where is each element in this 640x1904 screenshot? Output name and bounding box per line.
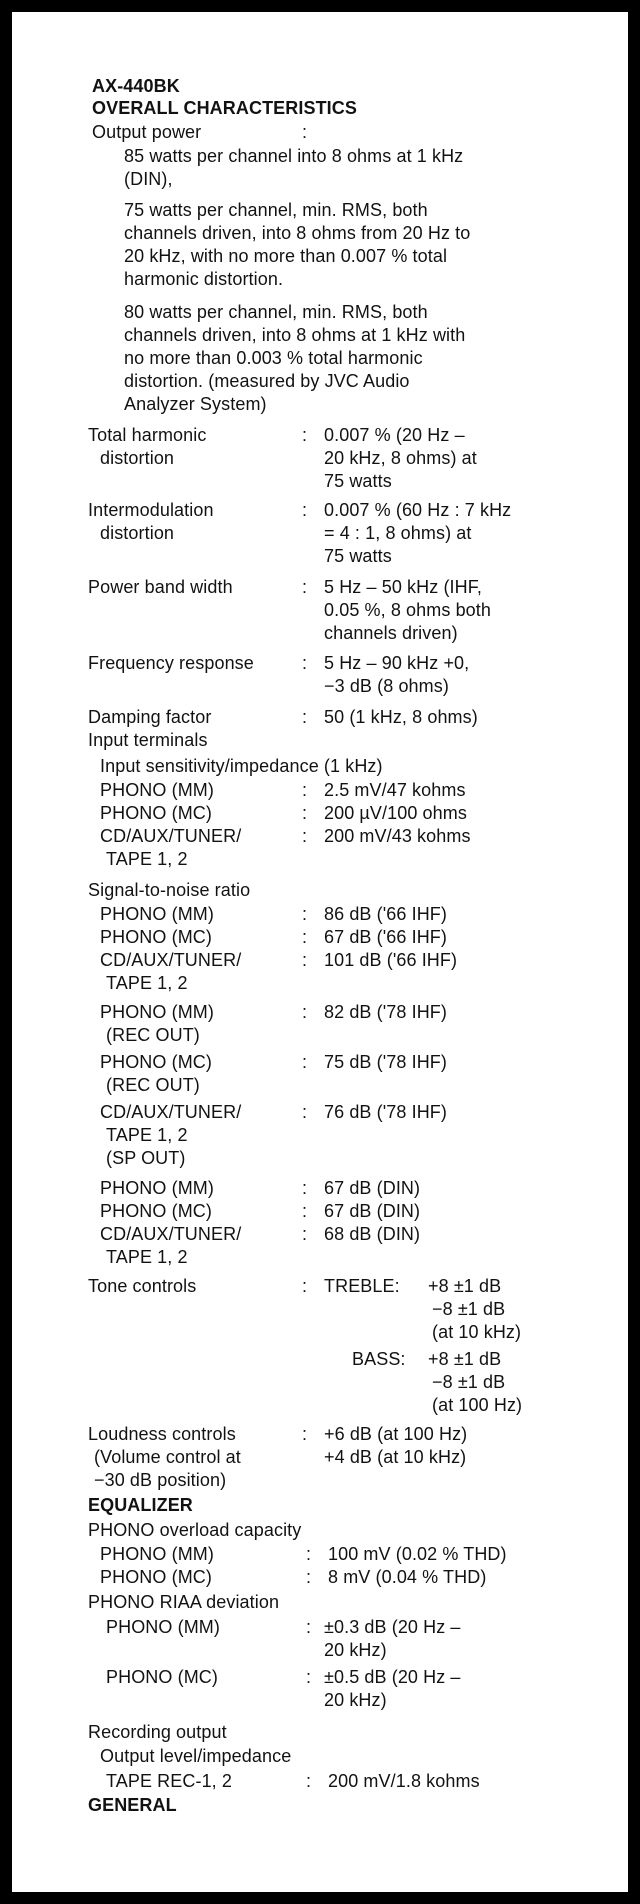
spec-colon: :	[302, 803, 308, 823]
spec-colon: :	[302, 950, 308, 970]
spec-label: PHONO (MM)	[100, 1178, 214, 1198]
spec-value: 200 mV/43 kohms	[324, 826, 471, 846]
spec-value: 5 Hz – 50 kHz (IHF,	[324, 577, 482, 597]
spec-colon: :	[302, 577, 308, 597]
spec-colon: :	[302, 1102, 308, 1122]
tone-value: −8 ±1 dB	[432, 1299, 506, 1319]
output-level-label: Output level/impedance	[100, 1746, 292, 1766]
spec-colon: :	[302, 1224, 308, 1244]
spec-label: Damping factor	[88, 707, 212, 727]
spec-value: 100 mV (0.02 % THD)	[328, 1544, 507, 1564]
spec-label: Power band width	[88, 577, 233, 597]
recording-output-label: Recording output	[88, 1722, 227, 1742]
spec-value: 76 dB ('78 IHF)	[324, 1102, 447, 1122]
spec-value: 200 µV/100 ohms	[324, 803, 467, 823]
tone-value: (at 100 Hz)	[432, 1395, 523, 1415]
spec-label: PHONO (MM)	[100, 1002, 214, 1022]
output-power-text: harmonic distortion.	[124, 269, 284, 289]
spec-label: CD/AUX/TUNER/	[100, 1102, 242, 1122]
spec-label: TAPE REC-1, 2	[106, 1771, 232, 1791]
spec-label: PHONO (MM)	[100, 780, 214, 800]
spec-colon: :	[302, 707, 308, 727]
section-heading-equalizer: EQUALIZER	[88, 1495, 193, 1515]
spec-value: −3 dB (8 ohms)	[324, 676, 449, 696]
spec-label: TAPE 1, 2	[106, 1247, 188, 1267]
overload-label: PHONO overload capacity	[88, 1520, 302, 1540]
spec-value: ±0.5 dB (20 Hz –	[324, 1667, 461, 1687]
tone-controls-label: Tone controls	[88, 1276, 197, 1296]
spec-label: Frequency response	[88, 653, 254, 673]
loudness-label: Loudness controls	[88, 1424, 236, 1444]
spec-label: CD/AUX/TUNER/	[100, 826, 242, 846]
spec-label: PHONO (MC)	[100, 1201, 212, 1221]
spec-colon: :	[302, 1424, 308, 1444]
output-power-text: 80 watts per channel, min. RMS, both	[124, 302, 428, 322]
spec-value: 200 mV/1.8 kohms	[328, 1771, 480, 1791]
spec-label: (REC OUT)	[106, 1025, 200, 1045]
spec-label: Total harmonic	[88, 425, 207, 445]
spec-colon: :	[302, 122, 308, 142]
spec-colon: :	[302, 500, 308, 520]
spec-label: PHONO (MC)	[100, 1052, 212, 1072]
spec-value: = 4 : 1, 8 ohms) at	[324, 523, 472, 543]
output-power-label: Output power	[92, 122, 202, 142]
loudness-label: −30 dB position)	[94, 1470, 227, 1490]
spec-colon: :	[306, 1617, 312, 1637]
tone-value: −8 ±1 dB	[432, 1372, 506, 1392]
spec-label: (REC OUT)	[106, 1075, 200, 1095]
output-power-text: (DIN),	[124, 169, 173, 189]
spec-label: (SP OUT)	[106, 1148, 186, 1168]
spec-colon: :	[306, 1667, 312, 1687]
tone-value: +8 ±1 dB	[428, 1349, 502, 1369]
spec-colon: :	[302, 826, 308, 846]
spec-colon: :	[302, 1276, 308, 1296]
output-power-text: 20 kHz, with no more than 0.007 % total	[124, 246, 448, 266]
riaa-label: PHONO RIAA deviation	[88, 1592, 280, 1612]
spec-sheet	[12, 12, 628, 1892]
spec-label: PHONO (MC)	[100, 927, 212, 947]
spec-value: 0.007 % (60 Hz : 7 kHz	[324, 500, 512, 520]
spec-value: 101 dB ('66 IHF)	[324, 950, 458, 970]
input-terminals-label: Input terminals	[88, 730, 208, 750]
spec-colon: :	[306, 1771, 312, 1791]
loudness-label: (Volume control at	[94, 1447, 241, 1467]
spec-label: PHONO (MM)	[106, 1617, 220, 1637]
spec-value: 68 dB (DIN)	[324, 1224, 421, 1244]
spec-label: Intermodulation	[88, 500, 214, 520]
spec-value: 50 (1 kHz, 8 ohms)	[324, 707, 478, 727]
spec-value: ±0.3 dB (20 Hz –	[324, 1617, 461, 1637]
spec-label: PHONO (MC)	[100, 1567, 212, 1587]
spec-value: 0.007 % (20 Hz –	[324, 425, 465, 445]
spec-colon: :	[302, 1002, 308, 1022]
spec-value: 8 mV (0.04 % THD)	[328, 1567, 487, 1587]
output-power-text: distortion. (measured by JVC Audio	[124, 371, 410, 391]
spec-value: 67 dB ('66 IHF)	[324, 927, 447, 947]
spec-value: 86 dB ('66 IHF)	[324, 904, 447, 924]
spec-label: TAPE 1, 2	[106, 1125, 188, 1145]
spec-label: TAPE 1, 2	[106, 849, 188, 869]
bass-label: BASS:	[352, 1349, 406, 1369]
spec-label: PHONO (MC)	[106, 1667, 218, 1687]
output-power-text: channels driven, into 8 ohms from 20 Hz to	[124, 223, 471, 243]
tone-value: +8 ±1 dB	[428, 1276, 502, 1296]
spec-colon: :	[302, 1201, 308, 1221]
spec-colon: :	[302, 653, 308, 673]
spec-colon: :	[302, 1178, 308, 1198]
output-power-text: no more than 0.003 % total harmonic	[124, 348, 423, 368]
spec-value: +4 dB (at 10 kHz)	[324, 1447, 467, 1467]
spec-label: distortion	[100, 523, 175, 543]
spec-label: PHONO (MM)	[100, 904, 214, 924]
spec-colon: :	[302, 425, 308, 445]
input-sensitivity-label: Input sensitivity/impedance (1 kHz)	[100, 756, 383, 776]
spec-label: CD/AUX/TUNER/	[100, 950, 242, 970]
spec-label: TAPE 1, 2	[106, 973, 188, 993]
treble-label: TREBLE:	[324, 1276, 400, 1296]
snr-label: Signal-to-noise ratio	[88, 880, 251, 900]
spec-value: +6 dB (at 100 Hz)	[324, 1424, 468, 1444]
spec-colon: :	[302, 780, 308, 800]
tone-value: (at 10 kHz)	[432, 1322, 522, 1342]
output-power-text: 85 watts per channel into 8 ohms at 1 kHz	[124, 146, 464, 166]
spec-colon: :	[306, 1544, 312, 1564]
section-heading-overall: OVERALL CHARACTERISTICS	[92, 98, 357, 118]
spec-value: 0.05 %, 8 ohms both	[324, 600, 492, 620]
spec-value: 20 kHz)	[324, 1640, 387, 1660]
spec-colon: :	[302, 904, 308, 924]
section-heading-general: GENERAL	[88, 1795, 177, 1815]
model-number: AX-440BK	[92, 76, 180, 96]
spec-value: 20 kHz, 8 ohms) at	[324, 448, 477, 468]
spec-colon: :	[302, 927, 308, 947]
spec-value: 5 Hz – 90 kHz +0,	[324, 653, 470, 673]
output-power-text: channels driven, into 8 ohms at 1 kHz with	[124, 325, 466, 345]
spec-value: 67 dB (DIN)	[324, 1201, 421, 1221]
spec-label: distortion	[100, 448, 175, 468]
spec-label: PHONO (MM)	[100, 1544, 214, 1564]
spec-colon: :	[302, 1052, 308, 1072]
spec-label: PHONO (MC)	[100, 803, 212, 823]
spec-label: CD/AUX/TUNER/	[100, 1224, 242, 1244]
spec-value: 82 dB ('78 IHF)	[324, 1002, 447, 1022]
spec-value: 75 watts	[324, 546, 392, 566]
spec-value: 75 watts	[324, 471, 392, 491]
spec-colon: :	[306, 1567, 312, 1587]
output-power-text: 75 watts per channel, min. RMS, both	[124, 200, 428, 220]
spec-value: channels driven)	[324, 623, 458, 643]
spec-value: 20 kHz)	[324, 1690, 387, 1710]
spec-value: 2.5 mV/47 kohms	[324, 780, 466, 800]
spec-value: 75 dB ('78 IHF)	[324, 1052, 447, 1072]
spec-value: 67 dB (DIN)	[324, 1178, 421, 1198]
output-power-text: Analyzer System)	[124, 394, 267, 414]
